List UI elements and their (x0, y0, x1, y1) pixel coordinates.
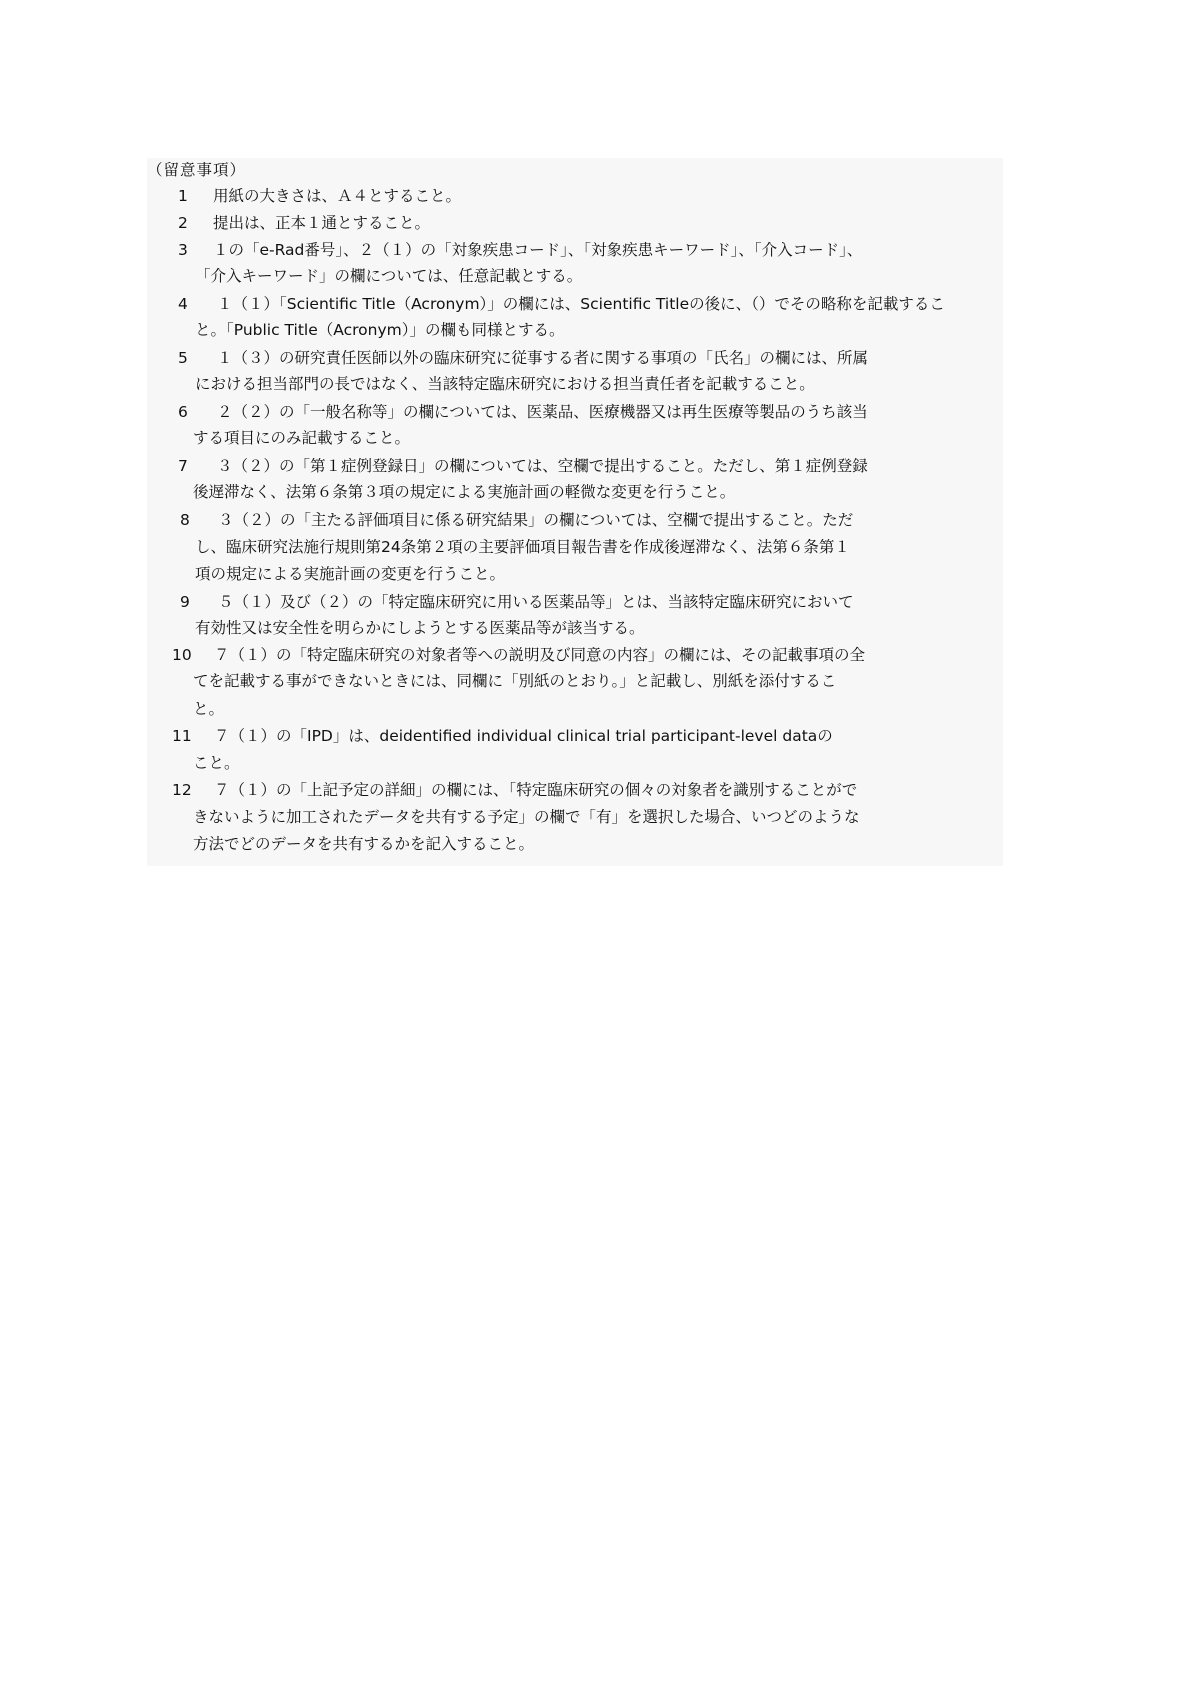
note-line: ２（２）の「一般名称等」の欄については、医薬品、医療機器又は再生医療等製品のうち該当 (217, 403, 868, 421)
note-line: こと。 (193, 754, 240, 772)
note-line: における担当部門の長ではなく、当該特定臨床研究における担当責任者を記載すること。 (195, 375, 815, 393)
note-line: ５（１）及び（２）の「特定臨床研究に用いる医薬品等」とは、当該特定臨床研究において (218, 593, 854, 611)
note-line: 用紙の大きさは、Ａ４とすること。 (213, 187, 462, 205)
note-line: する項目にのみ記載すること。 (193, 429, 411, 447)
notes-heading: （留意事項） (147, 161, 247, 179)
note-number: 6 (178, 403, 188, 421)
note-number: 12 (172, 781, 192, 799)
note-line: し、臨床研究法施行規則第24条第２項の主要評価項目報告書を作成後遅滞なく、法第６条第１ (195, 538, 850, 556)
note-line: ３（２）の「主たる評価項目に係る研究結果」の欄については、空欄で提出すること。ただ (218, 511, 854, 529)
note-line: ７（１）の「特定臨床研究の対象者等への説明及び同意の内容」の欄には、その記載事項の全 (214, 646, 866, 664)
note-line: 提出は、正本１通とすること。 (213, 214, 431, 232)
note-number: 5 (178, 349, 188, 367)
note-number: 7 (178, 457, 188, 475)
note-number: 11 (172, 727, 192, 745)
note-line: てを記載する事ができないときには、同欄に「別紙のとおり。」と記載し、別紙を添付するこ (193, 672, 837, 690)
note-number: 8 (180, 511, 190, 529)
note-line: １（１）「Scientific Title（Acronym）」の欄には、Scientific Titleの後に、（）でその略称を記載するこ (217, 295, 945, 313)
note-line: 方法でどのデータを共有するかを記入すること。 (193, 835, 535, 853)
note-line: ３（２）の「第１症例登録日」の欄については、空欄で提出すること。ただし、第１症例登録 (217, 457, 868, 475)
note-line: 「介入キーワード」の欄については、任意記載とする。 (195, 267, 583, 285)
note-number: 9 (180, 593, 190, 611)
note-line: きないように加工されたデータを共有する予定」の欄で「有」を選択した場合、いつどのような (193, 808, 860, 826)
note-number: 2 (178, 214, 188, 232)
note-number: 1 (178, 187, 188, 205)
note-line: と。 (193, 700, 225, 718)
note-number: 10 (172, 646, 192, 664)
note-line: １の「e-Rad番号」、２（１）の「対象疾患コード」、「対象疾患キーワード」、「介入コード」、 (213, 241, 863, 259)
note-line: ７（１）の「IPD」は、deidentified individual clinical trial participant-level dataの (214, 727, 833, 745)
note-line: 有効性又は安全性を明らかにしようとする医薬品等が該当する。 (195, 619, 645, 637)
note-line: ７（１）の「上記予定の詳細」の欄には、「特定臨床研究の個々の対象者を識別することがで (214, 781, 858, 799)
note-line: １（３）の研究責任医師以外の臨床研究に従事する者に関する事項の「氏名」の欄には、所属 (217, 349, 869, 367)
note-line: と。「Public Title（Acronym）」の欄も同様とする。 (195, 321, 565, 339)
note-number: 4 (178, 295, 188, 313)
note-number: 3 (178, 241, 188, 259)
note-line: 後遅滞なく、法第６条第３項の規定による実施計画の軽微な変更を行うこと。 (193, 483, 736, 501)
note-line: 項の規定による実施計画の変更を行うこと。 (195, 565, 506, 583)
